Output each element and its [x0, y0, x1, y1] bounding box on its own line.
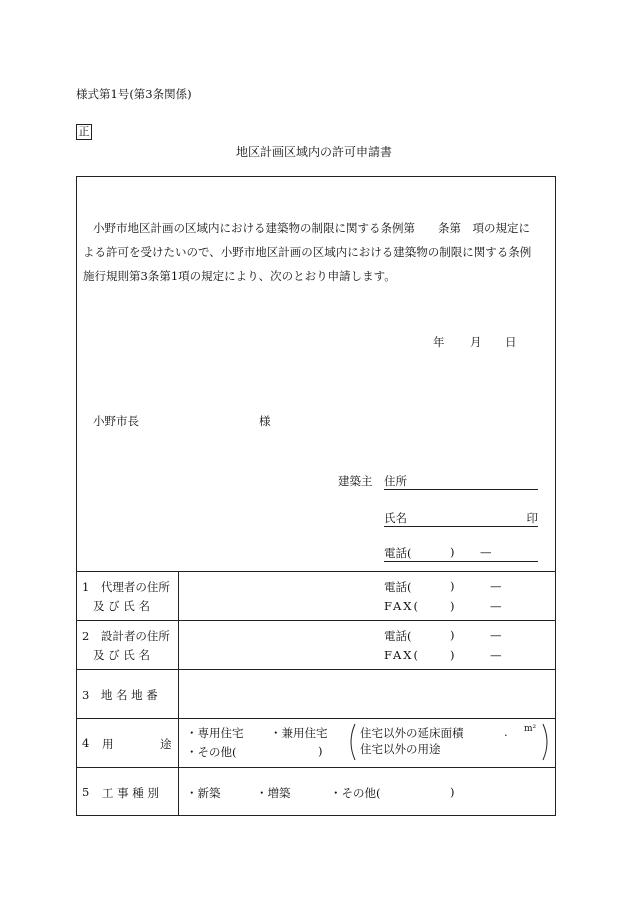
designer-fax-close: ) [450, 648, 455, 662]
form-number-label: 様式第1号(第3条関係) [76, 87, 192, 101]
agent-row-title: 1 代理者の住所 [82, 580, 170, 594]
applicant-address-field[interactable] [384, 473, 538, 490]
addressee-name: 小野市長 [93, 414, 139, 428]
date-day-label: 日 [505, 335, 517, 349]
agent-fax-close: ) [450, 599, 455, 613]
designer-phone-dash: — [490, 628, 502, 642]
intro-line-2: よる許可を受けたいので、小野市地区計画の区域内における建築物の制限に関する条例 [83, 245, 532, 259]
designer-row-title-2: 及 び 氏 名 [93, 648, 150, 662]
applicant-role-label: 建築主 [338, 474, 373, 488]
area-unit: m² [524, 724, 537, 734]
applicant-name-label: 氏名 [384, 511, 407, 525]
designer-fax-label: FAX( [384, 648, 420, 662]
applicant-phone-label: 電話( [384, 546, 412, 560]
date-year-label: 年 [433, 335, 445, 349]
construction-option-extension[interactable]: ・増築 [256, 786, 291, 800]
agent-phone-close: ) [450, 579, 455, 593]
designer-fax-dash: — [490, 648, 502, 662]
location-field[interactable] [183, 672, 551, 716]
applicant-phone-dash: — [480, 545, 492, 559]
area-decimal-dot: . [504, 725, 508, 739]
applicant-name-field[interactable] [384, 510, 538, 527]
applicant-phone-close: ) [450, 545, 455, 559]
divider [76, 620, 556, 621]
agent-fax-label: FAX( [384, 599, 420, 613]
designer-phone-label: 電話( [384, 629, 412, 643]
usage-option-combined[interactable]: ・兼用住宅 [270, 726, 328, 740]
seal-label: 印 [526, 511, 538, 525]
divider [76, 571, 556, 572]
designer-row-title: 2 設計者の住所 [82, 629, 170, 643]
agent-phone-dash: — [490, 579, 502, 593]
intro-line-3: 施行規則第3条第1項の規定により、次のとおり申請します。 [83, 269, 396, 283]
construction-option-other[interactable]: ・その他( [330, 786, 381, 800]
non-residential-use-label: 住宅以外の用途 [360, 742, 441, 756]
date-month-label: 月 [470, 335, 482, 349]
construction-option-new[interactable]: ・新築 [186, 786, 221, 800]
agent-name-address-field[interactable] [183, 574, 363, 618]
intro-line-1: 小野市地区計画の区域内における建築物の制限に関する条例第 条第 項の規定に [93, 221, 530, 235]
construction-option-other-close: ) [450, 785, 455, 799]
document-title: 地区計画区域内の許可申請書 [236, 145, 393, 159]
usage-row-title-a: 用 [102, 737, 114, 751]
column-divider [178, 571, 179, 816]
usage-option-residential[interactable]: ・専用住宅 [186, 726, 244, 740]
usage-option-other-close: ) [318, 744, 323, 758]
agent-fax-dash: — [490, 599, 502, 613]
original-stamp: 正 [76, 124, 92, 140]
designer-name-address-field[interactable] [183, 623, 363, 667]
divider [76, 669, 556, 670]
designer-phone-close: ) [450, 628, 455, 642]
divider [76, 767, 556, 768]
applicant-address-label: 住所 [384, 474, 407, 488]
applicant-phone-field[interactable] [384, 545, 538, 562]
usage-row-number: 4 [82, 736, 90, 750]
non-residential-area-label: 住宅以外の延床面積 [360, 726, 464, 740]
usage-row-title-b: 途 [160, 737, 172, 751]
divider [76, 718, 556, 719]
agent-phone-label: 電話( [384, 580, 412, 594]
usage-option-other[interactable]: ・その他( [186, 745, 237, 759]
construction-row-title: 工 事 種 別 [102, 786, 159, 800]
addressee-honorific: 様 [259, 414, 271, 428]
location-row-title: 3 地 名 地 番 [82, 688, 158, 702]
agent-row-title-2: 及 び 氏 名 [93, 599, 150, 613]
construction-row-number: 5 [82, 785, 90, 799]
